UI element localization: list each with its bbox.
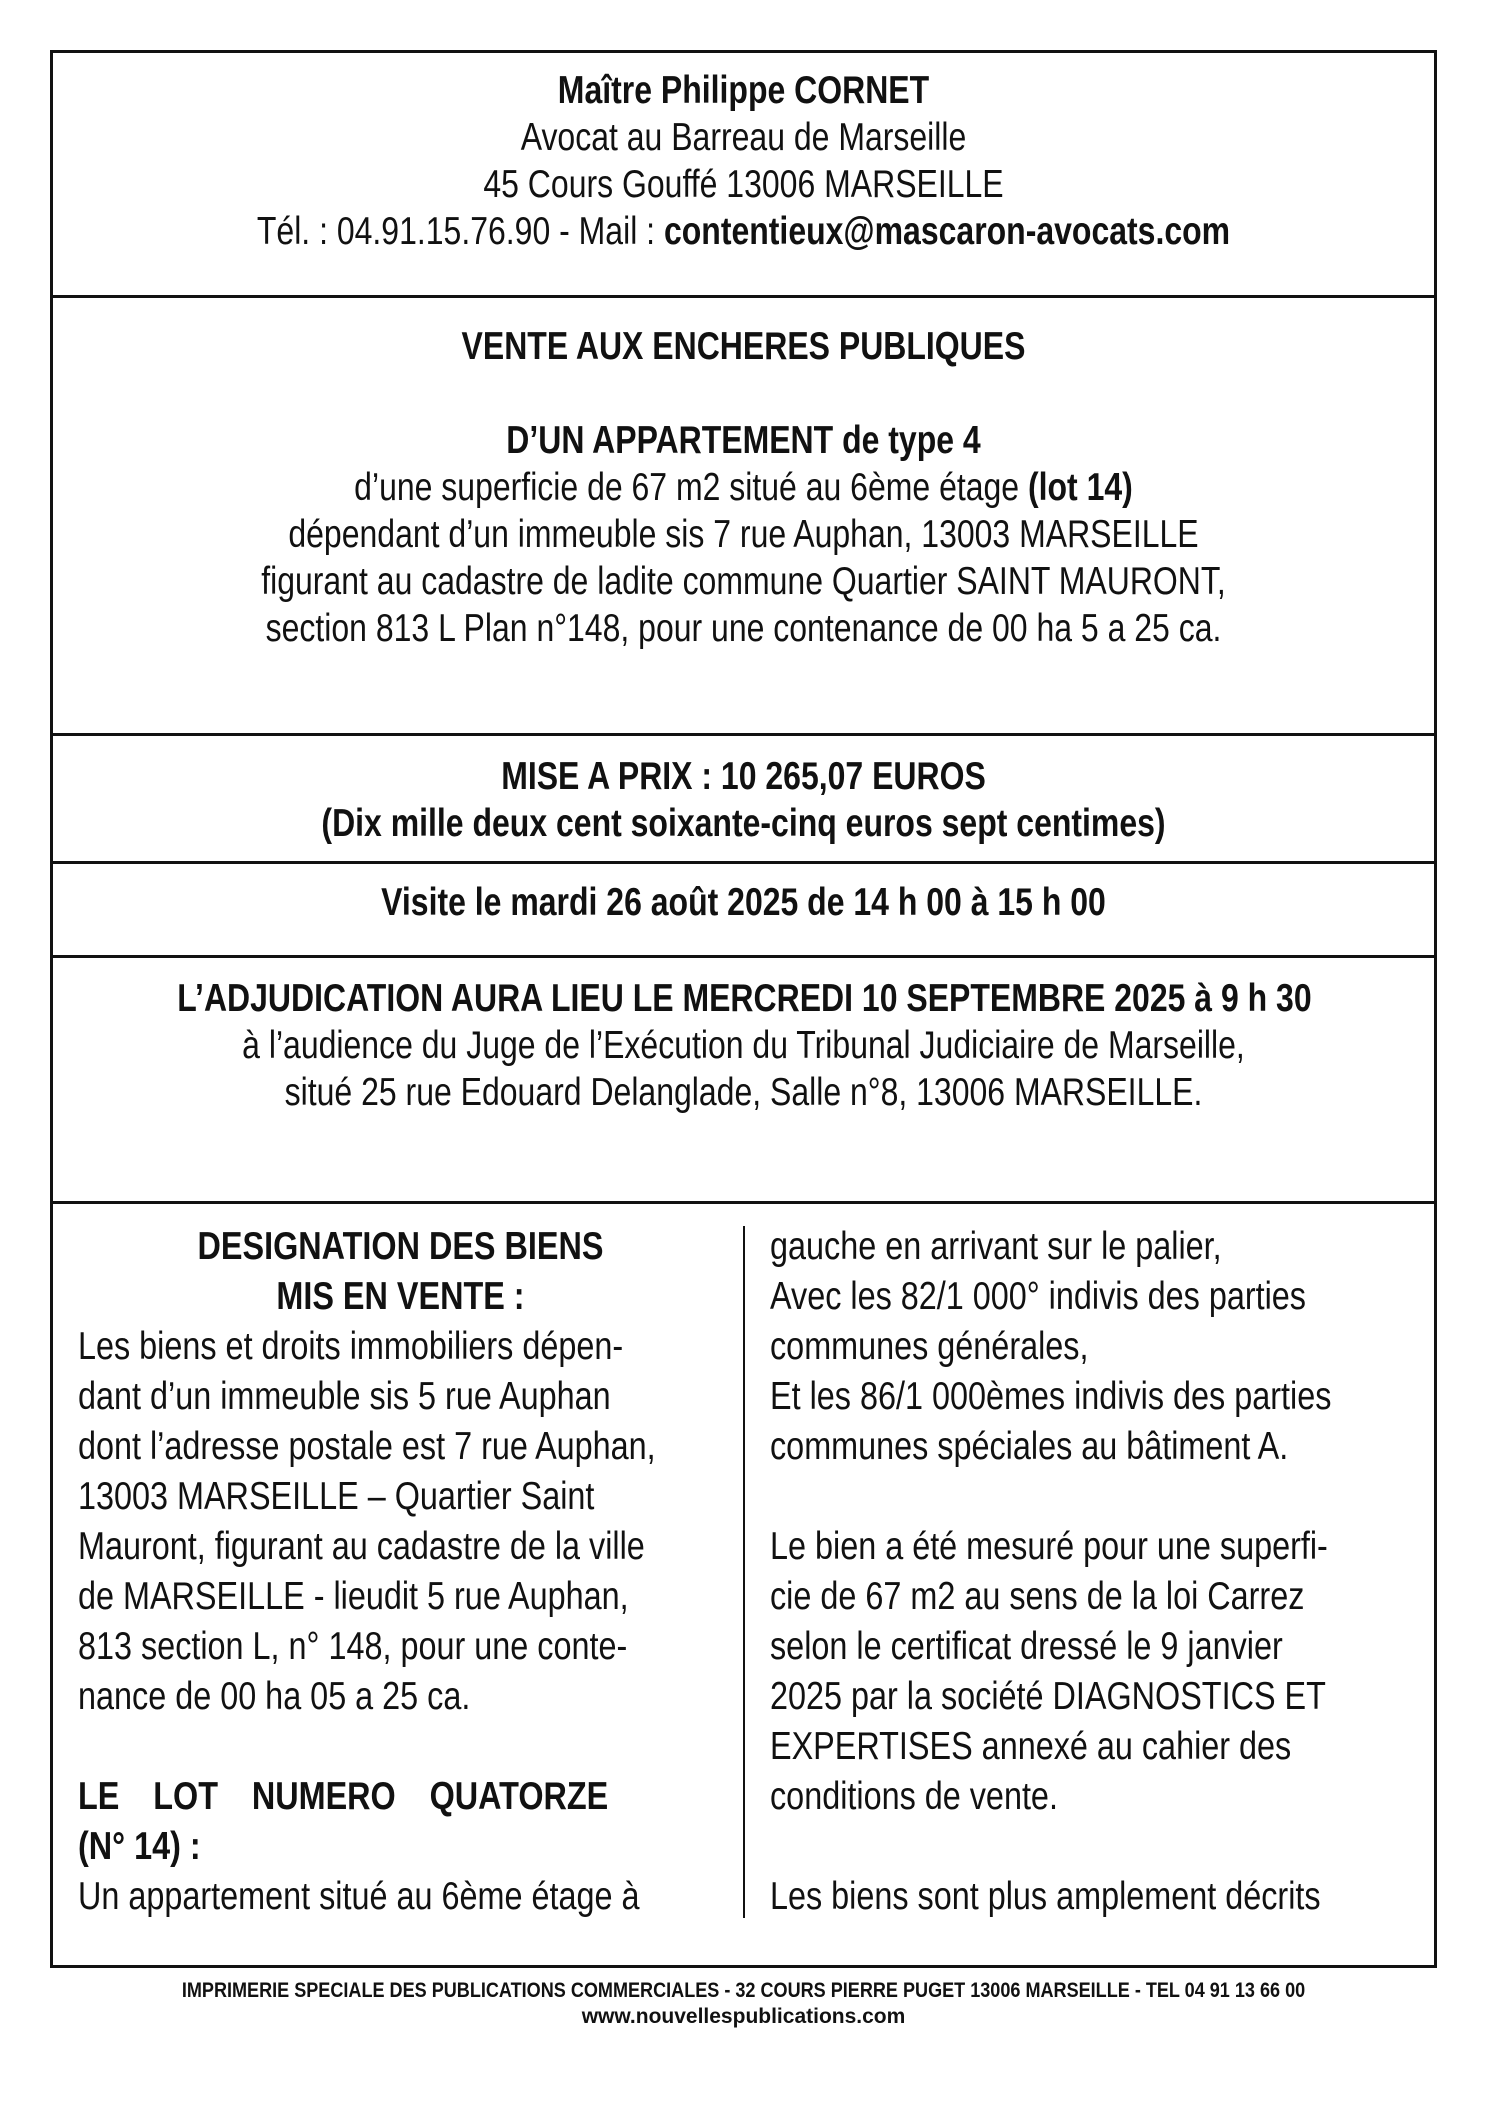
column-divider [743, 1226, 745, 1918]
lot-heading-number: (N° 14) : [78, 1825, 201, 1868]
object-building: dépendant d’un immeuble sis 7 rue Auphan, 13003 MARSEILLE [288, 513, 1199, 556]
left-column [78, 1222, 723, 1922]
designation-line: 13003 MARSEILLE – Quartier Saint [78, 1475, 595, 1518]
lawyer-address: 45 Cours Gouffé 13006 MARSEILLE [483, 163, 1004, 206]
lot-line: communes générales, [770, 1325, 1089, 1368]
lot-description: Un appartement situé au 6ème étage à [78, 1875, 640, 1918]
designation-line: de MARSEILLE - lieudit 5 rue Auphan, [78, 1575, 629, 1618]
object-section: section 813 L Plan n°148, pour une contenance de 00 ha 5 a 25 ca. [265, 607, 1222, 650]
divider [53, 861, 1434, 864]
lot-heading: LE LOT NUMERO QUATORZE [78, 1775, 609, 1818]
measurement-line: Le bien a été mesuré pour une superfi- [770, 1525, 1328, 1568]
designation-line: 813 section L, n° 148, pour une conte- [78, 1625, 628, 1668]
divider [53, 295, 1434, 298]
designation-line: nance de 00 ha 05 a 25 ca. [78, 1675, 471, 1718]
object-title: D’UN APPARTEMENT de type 4 [506, 419, 981, 462]
lot-number: (lot 14) [1027, 466, 1133, 509]
lot-line: Avec les 82/1 000° indivis des parties [770, 1275, 1306, 1318]
starting-price: MISE A PRIX : 10 265,07 EUROS [501, 755, 986, 798]
designation-line: dant d’un immeuble sis 5 rue Auphan [78, 1375, 611, 1418]
measurement-line: conditions de vente. [770, 1775, 1058, 1818]
printer-info: IMPRIMERIE SPECIALE DES PUBLICATIONS COMMERCIALES - 32 COURS PIERRE PUGET 13006 MARSEILLE - TEL 04 91 13 66 00 [181, 1979, 1306, 2002]
designation-line: Les biens et droits immobiliers dépen- [78, 1325, 624, 1368]
measurement-line: EXPERTISES annexé au cahier des [770, 1725, 1292, 1768]
designation-subheading: MIS EN VENTE : [276, 1275, 525, 1318]
contact-email[interactable]: contentieux@mascaron-avocats.com [663, 210, 1231, 253]
printer-footer [50, 1978, 1437, 2030]
visit-date: Visite le mardi 26 août 2025 de 14 h 00 à 15 h 00 [381, 881, 1106, 924]
divider [53, 733, 1434, 736]
adjudication-date: L’ADJUDICATION AURA LIEU LE MERCREDI 10 SEPTEMBRE 2025 à 9 h 30 [177, 977, 1312, 1020]
measurement-line: 2025 par la société DIAGNOSTICS ET [770, 1675, 1326, 1718]
divider [53, 1201, 1434, 1204]
designation-line: dont l’adresse postale est 7 rue Auphan, [78, 1425, 656, 1468]
designation-heading: DESIGNATION DES BIENS [197, 1225, 604, 1268]
right-column [770, 1222, 1420, 1922]
lawyer-title: Avocat au Barreau de Marseille [520, 116, 967, 159]
lot-line: communes spéciales au bâtiment A. [770, 1425, 1289, 1468]
divider [53, 955, 1434, 958]
sale-heading: VENTE AUX ENCHERES PUBLIQUES [461, 325, 1026, 368]
measurement-line: cie de 67 m2 au sens de la loi Carrez [770, 1575, 1305, 1618]
object-cadastre: figurant au cadastre de ladite commune Quartier SAINT MAURONT, [261, 560, 1226, 603]
measurement-line: selon le certificat dressé le 9 janvier [770, 1625, 1283, 1668]
starting-price-words: (Dix mille deux cent soixante-cinq euros sept centimes) [321, 802, 1166, 845]
adjudication-address: situé 25 rue Edouard Delanglade, Salle n°8, 13006 MARSEILLE. [284, 1071, 1203, 1114]
lawyer-contact [177, 208, 1309, 255]
object-surface: d’une superficie de 67 m2 situé au 6ème étage (lot 14) [354, 466, 1133, 509]
adjudication-section [53, 975, 1434, 1116]
lawyer-name: Maître Philippe CORNET [557, 69, 930, 112]
sale-section [53, 323, 1434, 652]
price-section [53, 753, 1434, 847]
adjudication-court: à l’audience du Juge de l’Exécution du Tribunal Judiciaire de Marseille, [242, 1024, 1245, 1067]
printer-website[interactable]: www.nouvellespublications.com [581, 2005, 906, 2028]
description-line: Les biens sont plus amplement décrits [770, 1875, 1321, 1918]
lot-line: Et les 86/1 000èmes indivis des parties [770, 1375, 1332, 1418]
visit-section [53, 879, 1434, 926]
lot-line: gauche en arrivant sur le palier, [770, 1225, 1222, 1268]
lawyer-header [53, 67, 1434, 255]
contact-phone: Tél. : 04.91.15.76.90 - Mail : [256, 210, 664, 253]
designation-line: Mauront, figurant au cadastre de la ville [78, 1525, 645, 1568]
